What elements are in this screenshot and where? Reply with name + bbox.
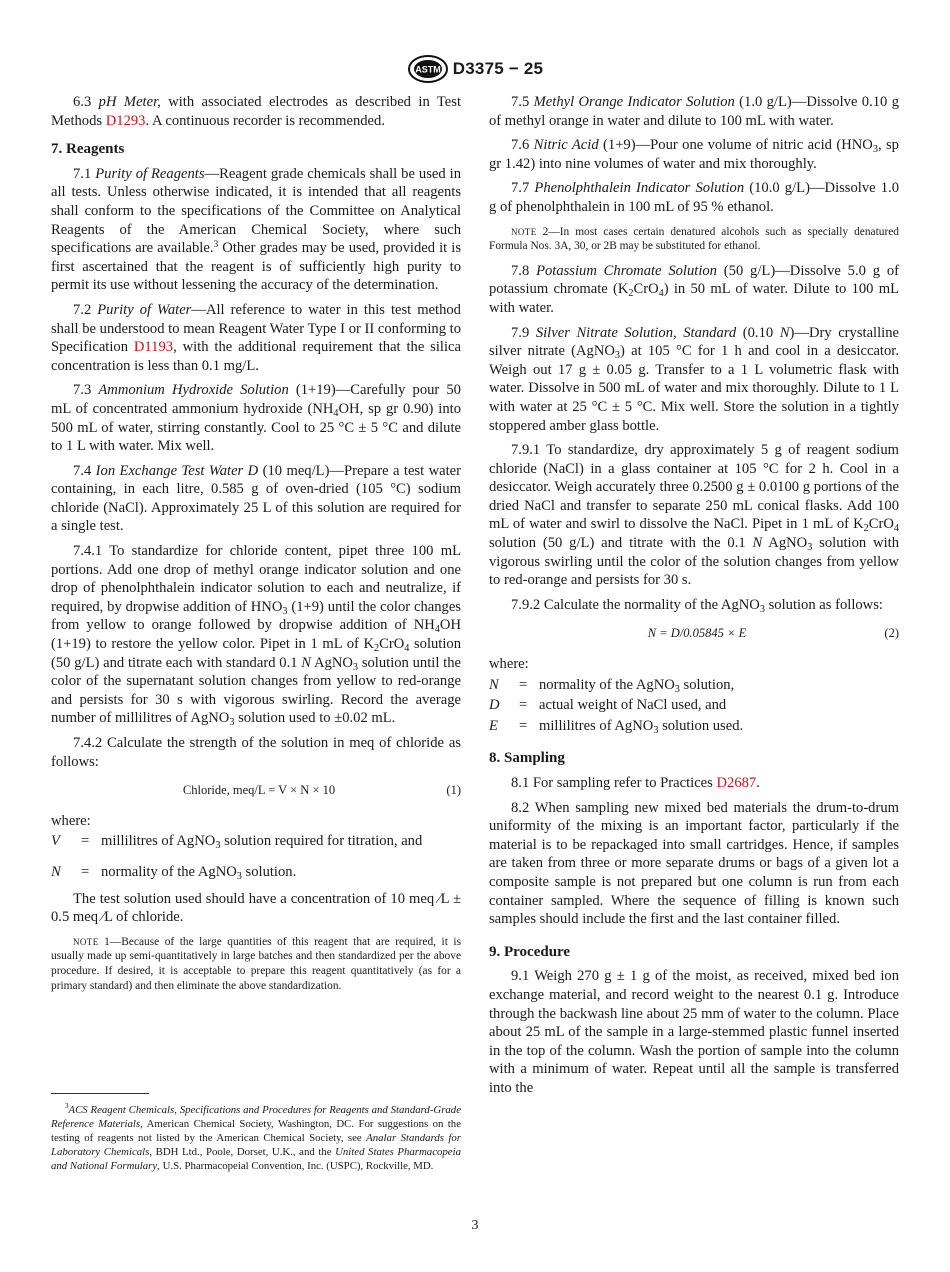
section-9-1: 9.1 Weigh 270 g ± 1 g of the moist, as received, mixed bed ion exchange material, and record weight to the nearest 0.1 g. Introduce through the backwash line about 25 mm of water to the column. Place about 25 mL of the sample in a large-stemmed plastic funnel inserted in the top of the column. Wash the portion of sample into the column with a minimum of water. Repeat until all the sample is transferred into the — [489, 968, 899, 1096]
section-7-4-1: 7.4.1 To standardize for chloride content, pipet three 100 mL portions. Add one drop of methyl orange indicator solution and one drop of phenolphthalein indicator solution to each and neutralize, if required, by dropwise addition of $HNO_3$ (1+9) until the color changes from yellow to orange followed by dropwise addition of $NH_4OH$ (1+19) to restore the yellow color. Pipet in 1 mL of $K_2CrO_4$ solution (50 g/L) and titrate each with standard 0.1 N AgNO$_3$ solution until the color of the supernatant solution changes from yellow to red-orange and persists for 30 s with vigorous swirling. Record the average number of millilitres of AgNO$_3$ solution used to ±0.02 mL. — [51, 543, 461, 729]
section-7-9-2: 7.9.2 Calculate the normality of the AgNO$_3$ solution as follows: — [511, 596, 883, 615]
heading-reagents: 7. Reagents — [51, 141, 125, 158]
link-d1293[interactable]: D1293 — [105, 112, 146, 129]
equation-2-number: (2) — [884, 626, 899, 641]
equation-1-number: (1) — [446, 783, 461, 798]
section-7-4: 7.4 Ion Exchange Test Water D (10 meq/L)—Prepare a test water containing, in each litre, 0.585 g of oven-dried (105 °C) sodium chloride (NaCl). Approximately 25 L of this solution are required for a single test. — [51, 462, 461, 535]
left-column — [51, 93, 461, 1001]
section-7-6: 7.6 Nitric Acid (1+9)—Pour one volume of nitric acid ($HNO_3$, sp gr 1.42) into nine volumes of water and mix thoroughly. — [489, 137, 899, 172]
where-label-2: where: — [489, 656, 529, 673]
section-7-4-2: 7.4.2 Calculate the strength of the solution in meq of chloride as follows: — [51, 735, 461, 770]
section-7-9-1: 7.9.1 To standardize, dry approximately 5 g of reagent sodium chloride (NaCl) in a glass container at 105 °C for 2 h. Cool in a desiccator. Weigh accurately three 0.2500 g ± 0.0100 g portions of the dried NaCl and transfer to separate 250 mL conical flasks. Add 100 mL of water and swirl to dissolve the NaCl. Pipet in 1 mL of $K_2CrO_4$ solution (50 g/L) and titrate with the 0.1 N AgNO$_3$ solution with vigorous swirling until the color of the solution changes from yellow to red-orange and persists for 30 s. — [489, 442, 899, 589]
section-8-2: 8.2 When sampling new mixed bed materials the drum-to-drum uniformity of the mixing is an important factor, particularly if the material is to be repackaged into small cartridges. Hence, if samples are taken from three or more separate drums or bags of a given lot a composite sample is not prepared but one column is run from each container sampled. Where the sequence of filling is known such samples should include the first and the last container filled. — [489, 799, 899, 928]
section-8-1: 8.1 For sampling refer to Practices D2687. — [511, 775, 760, 791]
definition-v: V = millilitres of AgNO$_3$ solution required for titration, and — [51, 833, 423, 852]
document-id: D3375 − 25 — [452, 59, 544, 78]
definition-e: E = millilitres of AgNO$_3$ solution used. — [489, 717, 744, 736]
note-2: NOTE 2—In most cases certain denatured alcohols such as specially denatured Formula Nos. 3A, 30, or 2B may be substituted for ethanol. — [489, 225, 899, 253]
astm-logo-icon — [407, 54, 449, 84]
equation-1 — [51, 781, 461, 800]
section-7-7: 7.7 Phenolphthalein Indicator Solution (10.0 g/L)—Dissolve 1.0 g of phenolphthalein in 100 mL of 95 % ethanol. — [489, 180, 899, 215]
definition-n: N = normality of the AgNO$_3$ solution. — [51, 863, 297, 882]
heading-procedure: 9. Procedure — [489, 943, 571, 960]
section-7-1: 7.1 Purity of Reagents—Reagent grade chemicals shall be used in all tests. Unless otherwise indicated, it is intended that all reagents shall conform to the specifications of the Committee on Analytical Reagents of the American Chemical Society, where such specifications are available.$^3$ Other grades may be used, provided it is first ascertained that the reagent is of sufficiently high purity to permit its use without lessening the accuracy of the determination. — [51, 165, 461, 294]
logo-label: ASTM — [415, 64, 441, 75]
equation-2-expression: N = D/0.05845 × E — [647, 626, 747, 641]
section-6-3: 6.3 pH Meter, with associated electrodes as described in Test Methods D1293. A continuous recorder is recommended. — [51, 94, 461, 129]
test-solution-concentration: The test solution used should have a concentration of 10 meq ⁄L ± 0.5 meq ⁄L of chloride. — [51, 890, 461, 926]
link-d2687[interactable]: D2687 — [716, 775, 757, 791]
section-7-9: 7.9 Silver Nitrate Solution, Standard (0.10 N)—Dry crystalline silver nitrate (AgNO$_3$) at 105 °C for 1 h and cool in a desiccator. Weigh out 17 g ± 0.05 g. Transfer to a 1 L volumetric flask with water. Dissolve in 500 mL of water and mix thoroughly. Dilute to 1 L with water at 25 °C ± 5 °C. Mix well. Store the solution in a tightly stoppered amber glass bottle. — [489, 324, 899, 434]
where-label: where: — [51, 812, 91, 829]
equation-1-expression: Chloride, meq/L = V × N × 10 — [182, 783, 336, 798]
right-column — [489, 93, 899, 1104]
equation-2 — [489, 624, 899, 643]
section-7-2: 7.2 Purity of Water—All reference to water in this test method shall be understood to mean Reagent Water Type I or II conforming to Specification D1193, with the additional requirement that the silica concentration is less than 0.1 mg/L. — [51, 301, 461, 374]
footnote-ref-3[interactable]: 3 — [213, 240, 219, 251]
heading-sampling: 8. Sampling — [489, 750, 565, 767]
section-7-3: 7.3 Ammonium Hydroxide Solution (1+19)—Carefully pour 50 mL of concentrated ammonium hydroxide ($NH_4OH$, sp gr 0.90) into 500 mL of water, stirring constantly. Cool to 25 °C ± 5 °C and dilute to 1 L with water. Mix well. — [51, 382, 461, 455]
footnote-divider — [51, 1093, 149, 1094]
footnote-3: $^3$ACS Reagent Chemicals, Specifications and Procedures for Reagents and Standard-Grade Reference Materials, American Chemical Society, Washington, DC. For suggestions on the testing of reagents not listed by the American Chemical Society, see Analar Standards for Laboratory Chemicals, BDH Ltd., Poole, Dorset, U.K., and the United States Pharmacopeia and National Formulary, U.S. Pharmacopeial Convention, Inc. (USPC), Rockville, MD. — [51, 1102, 461, 1172]
definition-n-normality: N = normality of the AgNO$_3$ solution, — [489, 676, 735, 695]
link-d1193[interactable]: D1193 — [133, 339, 174, 356]
page-number: 3 — [471, 1218, 479, 1233]
note-1: NOTE 1—Because of the large quantities of this reagent that are required, it is usually made up semi-quantitatively in large batches and then standardized per the above procedure. If desired, it is acceptable to prepare this reagent quantitatively (as for a primary standard) and then eliminate the above standardization. — [51, 935, 461, 992]
page-header — [0, 52, 950, 86]
section-7-8: 7.8 Potassium Chromate Solution (50 g/L)—Dissolve 5.0 g of potassium chromate $(K_2CrO_4)$ in 50 mL of water. Dilute to 100 mL with water. — [489, 262, 899, 316]
section-7-5: 7.5 Methyl Orange Indicator Solution (1.0 g/L)—Dissolve 0.10 g of methyl orange in water and dilute to 100 mL with water. — [489, 94, 899, 129]
definition-d: D = actual weight of NaCl used, and — [489, 697, 727, 714]
